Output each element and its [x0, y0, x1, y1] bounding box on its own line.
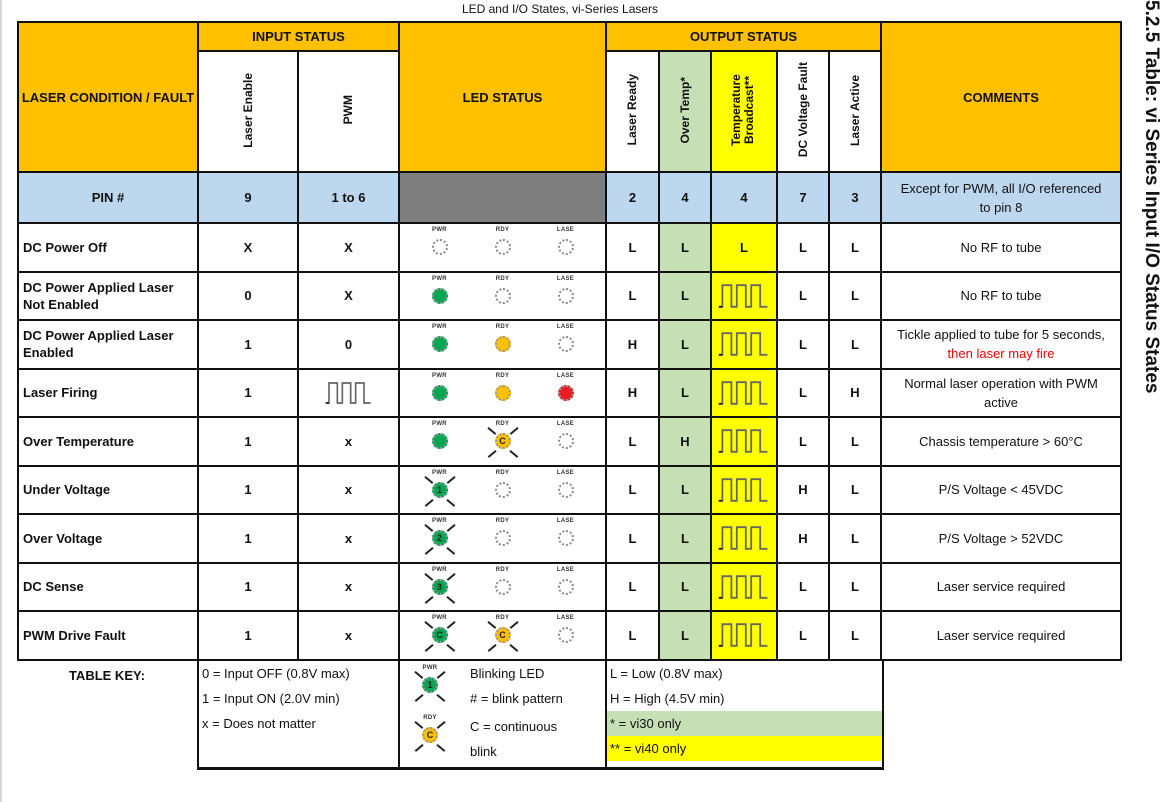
- row-temp-broadcast: [711, 417, 777, 466]
- pin-laser-active: 3: [829, 172, 881, 223]
- row-dc-voltage-fault: L: [777, 611, 829, 660]
- row-pwm: x: [298, 417, 399, 466]
- rdy-led-icon: [483, 274, 523, 318]
- led-label: PWR: [432, 275, 447, 282]
- led-bulb: 1: [422, 677, 438, 693]
- led-label: RDY: [495, 518, 510, 525]
- pwr-led-icon: [420, 371, 460, 415]
- key-input-on: 1 = Input ON (2.0V min): [202, 691, 340, 706]
- led-bulb: [558, 288, 574, 304]
- lase-led-icon: [546, 419, 586, 463]
- led-bulb: [558, 530, 574, 546]
- key-vi30-only: * = vi30 only: [607, 711, 882, 736]
- header-temp-broadcast: Temperature Broadcast**: [711, 51, 777, 172]
- table-caption: LED and I/O States, vi-Series Lasers: [461, 2, 659, 16]
- row-laser-active: L: [829, 514, 881, 563]
- led-label: RDY: [495, 469, 510, 476]
- row-dc-voltage-fault: L: [777, 272, 829, 321]
- pwr-led-icon: [420, 468, 460, 512]
- row-led-status: [399, 272, 606, 321]
- pin-laser-enable: 9: [198, 172, 298, 223]
- row-laser-enable: 1: [198, 369, 298, 418]
- row-laser-active: L: [829, 563, 881, 612]
- led-bulb: [432, 239, 448, 255]
- led-label: PWR: [432, 324, 447, 331]
- row-dc-voltage-fault: L: [777, 563, 829, 612]
- led-label: LASE: [556, 615, 575, 622]
- row-pwm: x: [298, 466, 399, 515]
- row-over-temp: L: [659, 223, 711, 272]
- row-temp-broadcast: [711, 320, 777, 369]
- row-temp-broadcast: [711, 466, 777, 515]
- row-condition: DC Power Applied Laser Not Enabled: [18, 272, 198, 321]
- row-laser-active: L: [829, 223, 881, 272]
- pwm-pulse-waveform-icon: [717, 475, 771, 505]
- header-over-temp: Over Temp*: [659, 51, 711, 172]
- row-pwm: X: [298, 272, 399, 321]
- led-bulb: [495, 336, 511, 352]
- row-led-status: [399, 563, 606, 612]
- row-over-temp: L: [659, 514, 711, 563]
- row-laser-active: L: [829, 320, 881, 369]
- pin-pwm: 1 to 6: [298, 172, 399, 223]
- key-inputs: [197, 661, 400, 770]
- row-laser-ready: H: [606, 369, 659, 418]
- led-bulb: [432, 288, 448, 304]
- led-label: PWR: [432, 518, 447, 525]
- row-temp-broadcast: [711, 514, 777, 563]
- row-temp-broadcast: L: [711, 223, 777, 272]
- pwm-pulse-waveform-icon: [717, 329, 771, 359]
- led-label: RDY: [495, 615, 510, 622]
- key-pwr-led-icon: [410, 663, 450, 707]
- row-comment: No RF to tube: [881, 223, 1121, 272]
- table-row: [18, 369, 1121, 418]
- row-laser-enable: 1: [198, 514, 298, 563]
- lase-led-icon: [546, 225, 586, 269]
- row-over-temp: L: [659, 272, 711, 321]
- row-over-temp: L: [659, 369, 711, 418]
- row-pwm: x: [298, 514, 399, 563]
- row-temp-broadcast: [711, 369, 777, 418]
- key-blink-pattern-text: # = blink pattern: [470, 691, 563, 706]
- row-laser-ready: L: [606, 611, 659, 660]
- rdy-led-icon: [483, 613, 523, 657]
- led-label: PWR: [432, 615, 447, 622]
- row-comment: Tickle applied to tube for 5 seconds, then laser may fire: [881, 320, 1121, 369]
- warning-text: then laser may fire: [947, 346, 1055, 362]
- lase-led-icon: [546, 322, 586, 366]
- row-pwm: 0: [298, 320, 399, 369]
- row-temp-broadcast: [711, 611, 777, 660]
- key-high: H = High (4.5V min): [610, 691, 725, 706]
- row-laser-ready: L: [606, 272, 659, 321]
- header-dc-voltage-fault: DC Voltage Fault: [777, 51, 829, 172]
- rdy-led-icon: [483, 468, 523, 512]
- led-label: PWR: [432, 227, 447, 234]
- pwr-led-icon: [420, 225, 460, 269]
- key-blink-pattern-led: [410, 663, 450, 707]
- led-bulb: [558, 627, 574, 643]
- pwm-pulse-waveform-icon: [324, 380, 374, 406]
- header-output-status: OUTPUT STATUS: [606, 22, 881, 51]
- row-pwm: X: [298, 223, 399, 272]
- led-bulb: [495, 288, 511, 304]
- row-laser-enable: 1: [198, 320, 298, 369]
- led-label: RDY: [495, 372, 510, 379]
- row-laser-ready: L: [606, 514, 659, 563]
- led-label: LASE: [556, 324, 575, 331]
- table-row: [18, 417, 1121, 466]
- table-row: [18, 514, 1121, 563]
- row-laser-ready: L: [606, 417, 659, 466]
- row-dc-voltage-fault: H: [777, 514, 829, 563]
- row-condition: DC Power Applied Laser Enabled: [18, 320, 198, 369]
- row-dc-voltage-fault: L: [777, 417, 829, 466]
- row-condition: Under Voltage: [18, 466, 198, 515]
- header-laser-ready: Laser Ready: [606, 51, 659, 172]
- key-outputs: [605, 661, 884, 770]
- row-led-status: [399, 369, 606, 418]
- led-bulb: C: [422, 727, 438, 743]
- header-laser-enable: Laser Enable: [198, 51, 298, 172]
- row-comment: Normal laser operation with PWM active: [881, 369, 1121, 418]
- led-bulb: 3: [432, 579, 448, 595]
- section-title-text: 5.2.5 Table: vi Series Input I/O Status States: [1141, 0, 1162, 394]
- lase-led-icon: [546, 516, 586, 560]
- key-blinking-led-text: Blinking LED: [470, 666, 545, 681]
- header-condition: LASER CONDITION / FAULT: [18, 22, 198, 172]
- header-pwm: PWM: [298, 51, 399, 172]
- lase-led-icon: [546, 371, 586, 415]
- row-comment: P/S Voltage < 45VDC: [881, 466, 1121, 515]
- row-laser-enable: 1: [198, 417, 298, 466]
- row-laser-active: L: [829, 417, 881, 466]
- lase-led-icon: [546, 468, 586, 512]
- led-bulb: 2: [432, 530, 448, 546]
- lase-led-icon: [546, 274, 586, 318]
- led-bulb: [558, 336, 574, 352]
- rdy-led-icon: [483, 371, 523, 415]
- table-row: [18, 466, 1121, 515]
- rdy-led-icon: [483, 419, 523, 463]
- led-label: RDY: [423, 715, 437, 721]
- row-pwm: x: [298, 611, 399, 660]
- led-bulb: [432, 336, 448, 352]
- row-led-status: [399, 514, 606, 563]
- header-input-status: INPUT STATUS: [198, 22, 399, 51]
- led-label: LASE: [556, 275, 575, 282]
- led-bulb: 1: [432, 482, 448, 498]
- led-bulb: [495, 239, 511, 255]
- key-low: L = Low (0.8V max): [610, 666, 723, 681]
- row-condition: DC Sense: [18, 563, 198, 612]
- pin-dc-voltage-fault: 7: [777, 172, 829, 223]
- led-bulb: [432, 385, 448, 401]
- pwr-led-icon: [420, 419, 460, 463]
- pin-led-blank: [399, 172, 606, 223]
- pwm-pulse-waveform-icon: [717, 620, 771, 650]
- row-over-temp: L: [659, 611, 711, 660]
- pwm-pulse-waveform-icon: [717, 426, 771, 456]
- pwr-led-icon: [420, 516, 460, 560]
- row-comment: No RF to tube: [881, 272, 1121, 321]
- row-led-status: [399, 466, 606, 515]
- key-leds: [398, 661, 607, 770]
- led-label: RDY: [495, 324, 510, 331]
- led-bulb: [558, 239, 574, 255]
- row-laser-active: L: [829, 466, 881, 515]
- pwr-led-icon: [420, 274, 460, 318]
- row-dc-voltage-fault: L: [777, 369, 829, 418]
- row-over-temp: L: [659, 563, 711, 612]
- pin-comment: Except for PWM, all I/O referenced to pin 8: [881, 172, 1121, 223]
- row-condition: Over Temperature: [18, 417, 198, 466]
- row-pwm: [298, 369, 399, 418]
- row-dc-voltage-fault: L: [777, 223, 829, 272]
- row-over-temp: H: [659, 417, 711, 466]
- table-row: [18, 272, 1121, 321]
- header-laser-active: Laser Active: [829, 51, 881, 172]
- row-comment: Chassis temperature > 60°C: [881, 417, 1121, 466]
- led-label: PWR: [432, 421, 447, 428]
- row-dc-voltage-fault: L: [777, 320, 829, 369]
- led-bulb: [432, 433, 448, 449]
- pwm-pulse-waveform-icon: [717, 378, 771, 408]
- header-comments: COMMENTS: [881, 22, 1121, 172]
- table-row: [18, 563, 1121, 612]
- table-row: [18, 223, 1121, 272]
- pwm-pulse-waveform-icon: [717, 523, 771, 553]
- led-label: PWR: [432, 469, 447, 476]
- row-laser-ready: H: [606, 320, 659, 369]
- led-label: PWR: [422, 665, 438, 671]
- row-dc-voltage-fault: H: [777, 466, 829, 515]
- pwm-pulse-waveform-icon: [717, 281, 771, 311]
- led-bulb: [558, 385, 574, 401]
- led-label: PWR: [432, 566, 447, 573]
- pin-over-temp: 4: [659, 172, 711, 223]
- row-laser-enable: 1: [198, 611, 298, 660]
- led-label: RDY: [495, 421, 510, 428]
- row-led-status: [399, 320, 606, 369]
- row-comment: Laser service required: [881, 563, 1121, 612]
- led-bulb: [495, 482, 511, 498]
- row-laser-ready: L: [606, 563, 659, 612]
- led-bulb: [558, 433, 574, 449]
- row-over-temp: L: [659, 466, 711, 515]
- row-temp-broadcast: [711, 563, 777, 612]
- key-does-not-matter: x = Does not matter: [202, 716, 316, 731]
- row-laser-enable: 1: [198, 563, 298, 612]
- led-label: RDY: [495, 275, 510, 282]
- led-bulb: C: [495, 627, 511, 643]
- key-continuous-blink-led: [410, 713, 450, 757]
- led-bulb: C: [432, 627, 448, 643]
- lase-led-icon: [546, 613, 586, 657]
- row-over-temp: L: [659, 320, 711, 369]
- pwr-led-icon: [420, 322, 460, 366]
- row-led-status: [399, 223, 606, 272]
- row-comment: P/S Voltage > 52VDC: [881, 514, 1121, 563]
- key-vi40-only: ** = vi40 only: [607, 736, 882, 761]
- rdy-led-icon: [483, 516, 523, 560]
- lase-led-icon: [546, 565, 586, 609]
- row-laser-enable: 1: [198, 466, 298, 515]
- header-led-status: LED STATUS: [399, 22, 606, 172]
- led-label: LASE: [556, 372, 575, 379]
- pin-row-label: PIN #: [18, 172, 198, 223]
- led-bulb: [558, 482, 574, 498]
- led-bulb: C: [495, 433, 511, 449]
- row-laser-enable: X: [198, 223, 298, 272]
- led-label: RDY: [495, 566, 510, 573]
- rdy-led-icon: [483, 322, 523, 366]
- row-laser-enable: 0: [198, 272, 298, 321]
- row-laser-active: H: [829, 369, 881, 418]
- table-row: [18, 320, 1121, 369]
- row-laser-ready: L: [606, 223, 659, 272]
- row-laser-ready: L: [606, 466, 659, 515]
- key-continuous-text: C = continuous: [470, 719, 558, 734]
- section-title-vertical: [1132, 0, 1162, 500]
- row-laser-active: L: [829, 272, 881, 321]
- led-bulb: [495, 579, 511, 595]
- pwm-pulse-waveform-icon: [717, 572, 771, 602]
- pin-laser-ready: 2: [606, 172, 659, 223]
- led-io-states-table: [17, 21, 1122, 661]
- led-label: LASE: [556, 518, 575, 525]
- row-condition: Over Voltage: [18, 514, 198, 563]
- led-label: RDY: [495, 227, 510, 234]
- led-bulb: [558, 579, 574, 595]
- key-blink-text: blink: [470, 744, 497, 759]
- led-bulb: [495, 530, 511, 546]
- pin-temp-broadcast: 4: [711, 172, 777, 223]
- led-label: LASE: [556, 227, 575, 234]
- row-led-status: [399, 417, 606, 466]
- led-bulb: [495, 385, 511, 401]
- led-label: LASE: [556, 469, 575, 476]
- row-temp-broadcast: [711, 272, 777, 321]
- key-input-off: 0 = Input OFF (0.8V max): [202, 666, 350, 681]
- row-condition: DC Power Off: [18, 223, 198, 272]
- row-pwm: x: [298, 563, 399, 612]
- led-label: LASE: [556, 421, 575, 428]
- rdy-led-icon: [483, 565, 523, 609]
- led-label: PWR: [432, 372, 447, 379]
- row-led-status: [399, 611, 606, 660]
- table-key-title: TABLE KEY:: [68, 668, 146, 683]
- page-left-border: [0, 0, 2, 802]
- pwr-led-icon: [420, 613, 460, 657]
- row-condition: Laser Firing: [18, 369, 198, 418]
- row-comment: Laser service required: [881, 611, 1121, 660]
- row-condition: PWM Drive Fault: [18, 611, 198, 660]
- rdy-led-icon: [483, 225, 523, 269]
- table-row: [18, 611, 1121, 660]
- row-laser-active: L: [829, 611, 881, 660]
- pwr-led-icon: [420, 565, 460, 609]
- key-rdy-led-icon: [410, 713, 450, 757]
- led-label: LASE: [556, 566, 575, 573]
